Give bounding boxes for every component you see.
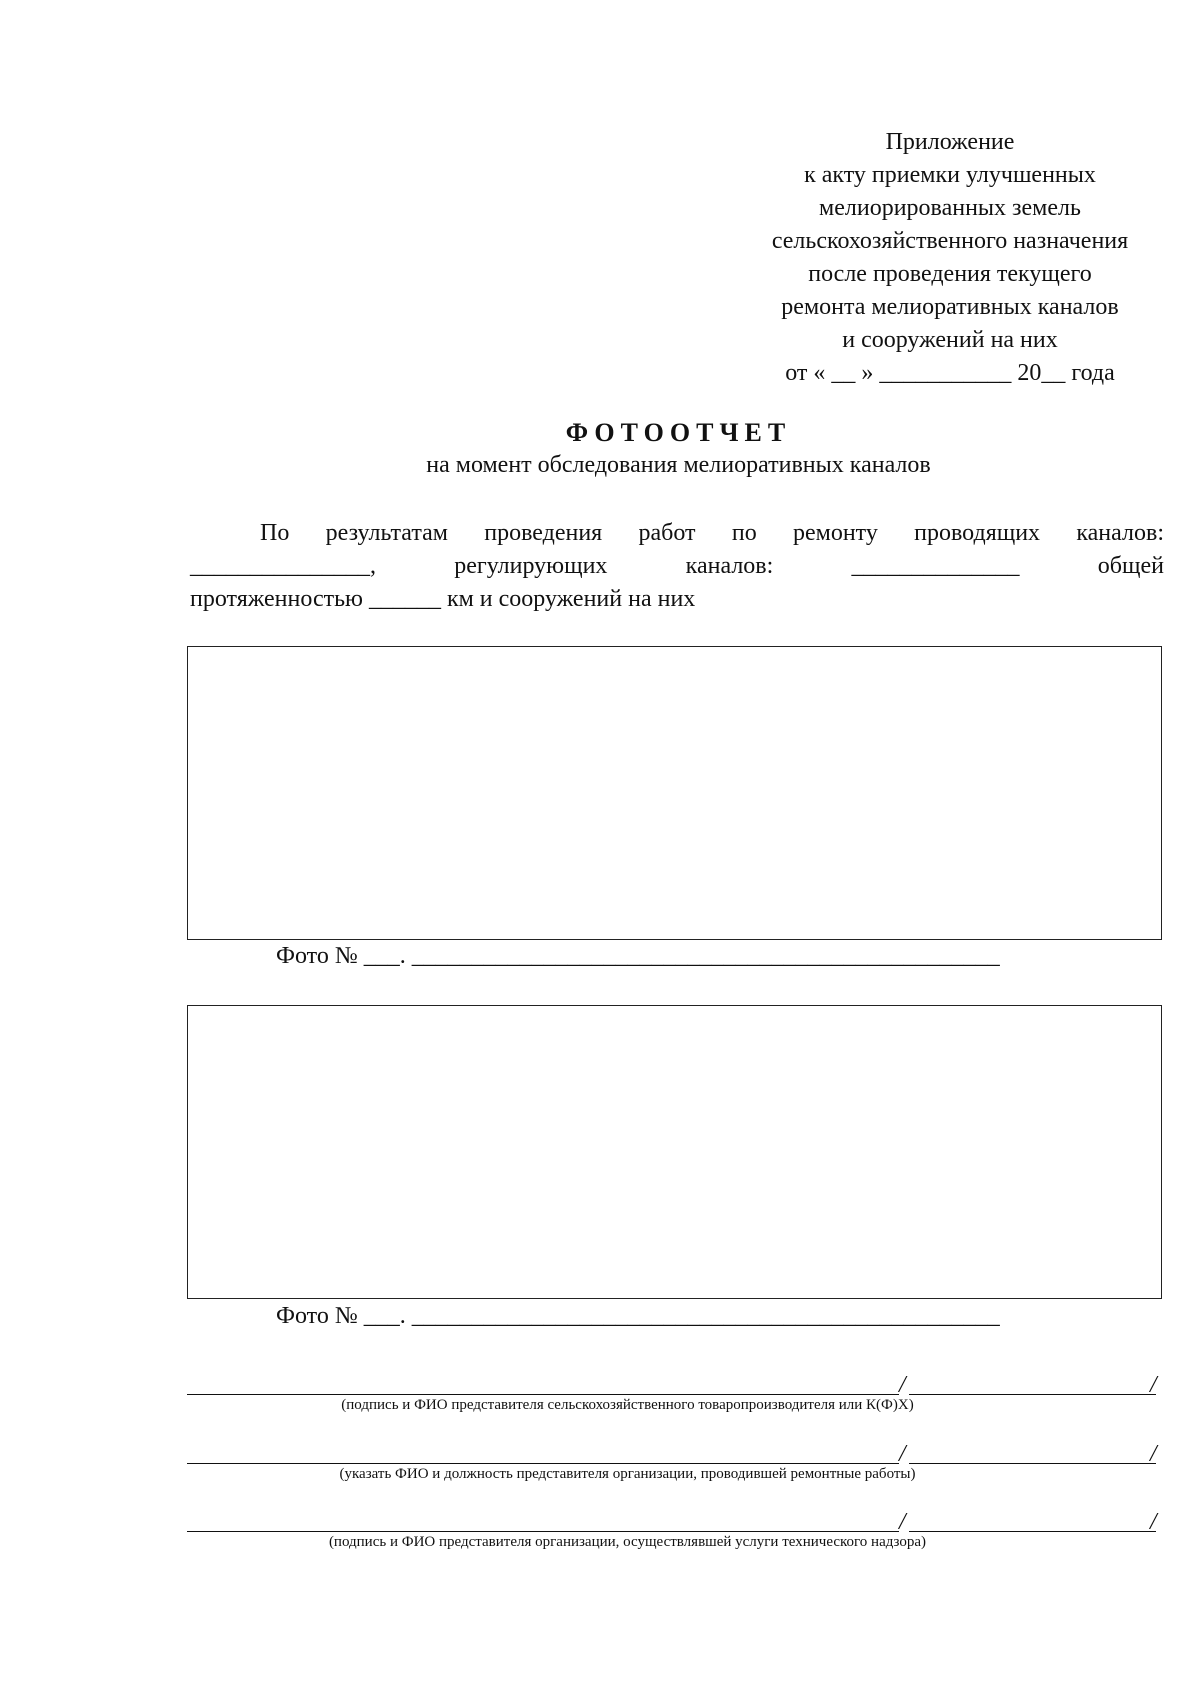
document-title: ФОТООТЧЕТ bbox=[565, 418, 792, 447]
appendix-line: и сооружений на них bbox=[842, 327, 1058, 353]
name-rule bbox=[909, 1394, 1156, 1395]
signature-caption: (указать ФИО и должность представителя организации, проводившей ремонтные работы) bbox=[339, 1466, 916, 1482]
slash-separator: / bbox=[1150, 1372, 1157, 1398]
photo-frame bbox=[187, 1005, 1162, 1299]
photo-caption: Фото № ___. _________________________________________________ bbox=[276, 1303, 1000, 1329]
appendix-line: мелиорированных земель bbox=[819, 195, 1081, 221]
slash-separator: / bbox=[899, 1509, 906, 1535]
signature-caption: (подпись и ФИО представителя сельскохозяйственного товаропроизводителя или К(Ф)Х) bbox=[341, 1397, 914, 1413]
photo-caption: Фото № ___. _________________________________________________ bbox=[276, 943, 1000, 969]
appendix-line: ремонта мелиоративных каналов bbox=[781, 294, 1119, 320]
appendix-line: сельскохозяйственного назначения bbox=[771, 228, 1129, 254]
signature-line bbox=[187, 1367, 1162, 1398]
signature-rule bbox=[187, 1463, 899, 1464]
signature-line bbox=[187, 1504, 1162, 1535]
appendix-line: Приложение bbox=[885, 129, 1015, 155]
slash-separator: / bbox=[1150, 1509, 1157, 1535]
paragraph-line-2 bbox=[190, 553, 1164, 580]
regulating-channels-blank: ______________ bbox=[851, 553, 1020, 579]
name-rule bbox=[909, 1531, 1156, 1532]
slash-separator: / bbox=[899, 1441, 906, 1467]
name-rule bbox=[909, 1463, 1156, 1464]
appendix-block bbox=[730, 126, 1170, 390]
document-subtitle: на момент обследования мелиоративных каналов bbox=[426, 452, 931, 478]
slash-separator: / bbox=[899, 1372, 906, 1398]
main-channels-blank: _______________, bbox=[190, 553, 376, 579]
appendix-date-line: от « __ » ___________ 20__ года bbox=[785, 360, 1115, 386]
photo-frame bbox=[187, 646, 1162, 940]
signature-rule bbox=[187, 1394, 899, 1395]
paragraph-line-3: протяженностью ______ км и сооружений на них bbox=[190, 586, 696, 612]
appendix-line: после проведения текущего bbox=[808, 261, 1092, 287]
signature-caption: (подпись и ФИО представителя организации, осуществлявшей услуги технического надзора) bbox=[328, 1534, 927, 1550]
signature-line bbox=[187, 1436, 1162, 1467]
paragraph-line-1: По результатам проведения работ по ремонту проводящих каналов: bbox=[260, 520, 1164, 546]
paragraph-word: регулирующих bbox=[454, 553, 608, 579]
slash-separator: / bbox=[1150, 1441, 1157, 1467]
appendix-line: к акту приемки улучшенных bbox=[804, 162, 1096, 188]
paragraph-word: общей bbox=[1097, 553, 1164, 579]
signature-rule bbox=[187, 1531, 899, 1532]
paragraph-word: каналов: bbox=[685, 553, 774, 579]
